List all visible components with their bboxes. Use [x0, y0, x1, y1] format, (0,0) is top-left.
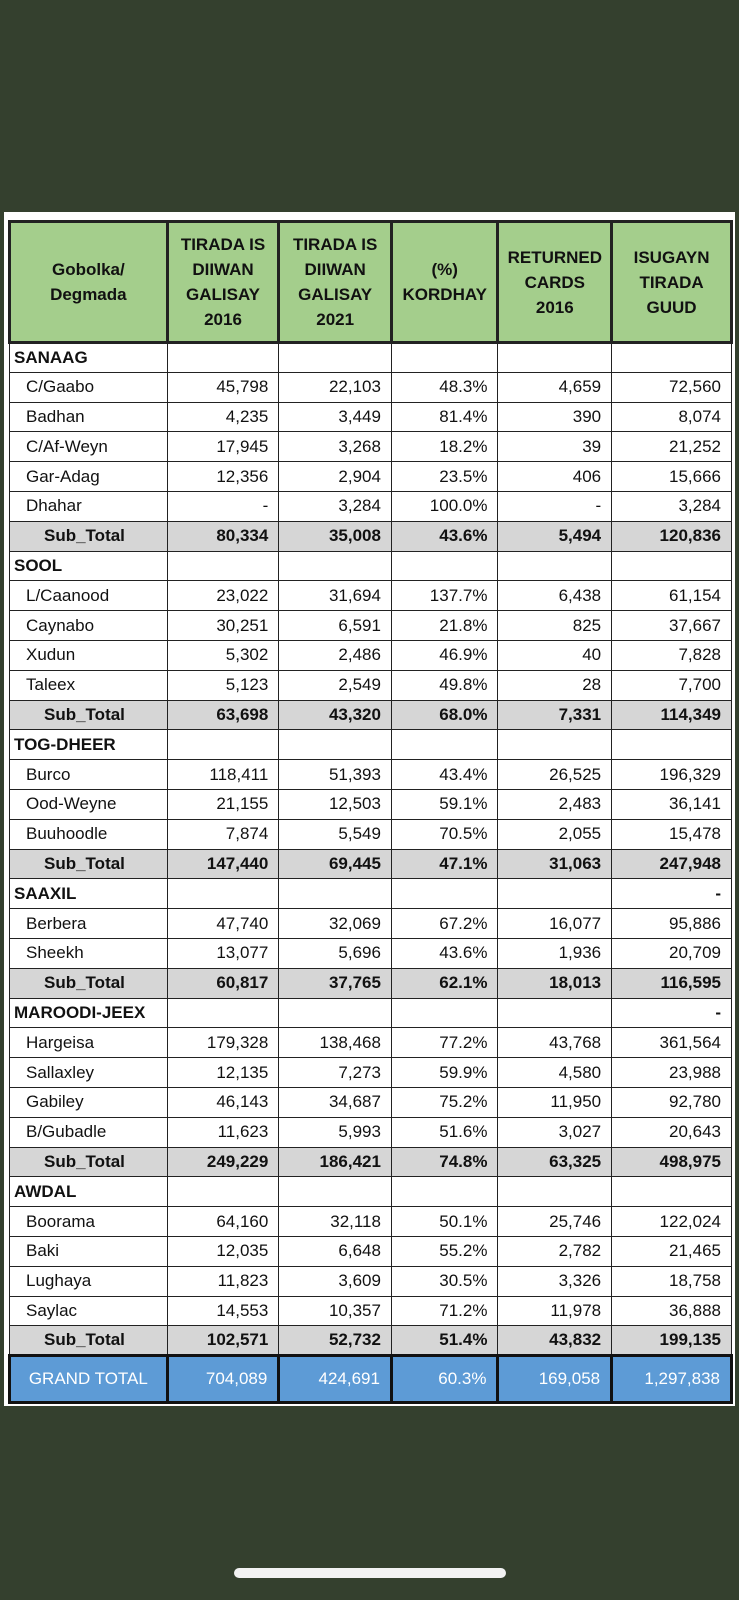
- header-row: [10, 222, 732, 343]
- grand-total-value: 704,089: [167, 1356, 279, 1403]
- value-cell: 138,468: [279, 1028, 392, 1058]
- value-cell: 36,141: [612, 789, 732, 819]
- value-cell: 34,687: [279, 1087, 392, 1117]
- value-cell: 5,123: [167, 670, 279, 700]
- table-row: [10, 1117, 732, 1147]
- spreadsheet-image: [4, 212, 735, 1406]
- value-cell: 11,950: [498, 1087, 612, 1117]
- value-cell: 5,302: [167, 640, 279, 670]
- subtotal-value: 5,494: [498, 521, 612, 551]
- value-cell: 77.2%: [391, 1028, 498, 1058]
- value-cell: 21,252: [612, 432, 732, 462]
- value-cell: 196,329: [612, 760, 732, 790]
- empty-cell: [279, 343, 392, 373]
- value-cell: 32,118: [279, 1207, 392, 1237]
- value-cell: 23,022: [167, 581, 279, 611]
- value-cell: 75.2%: [391, 1087, 498, 1117]
- value-cell: 47,740: [167, 909, 279, 939]
- value-cell: 3,284: [279, 491, 392, 521]
- value-cell: 49.8%: [391, 670, 498, 700]
- empty-cell: [279, 998, 392, 1028]
- value-cell: 18,758: [612, 1266, 732, 1296]
- district-name: Dhahar: [10, 491, 168, 521]
- subtotal-value: 247,948: [612, 849, 732, 879]
- district-name: C/Af-Weyn: [10, 432, 168, 462]
- subtotal-value: 35,008: [279, 521, 392, 551]
- district-name: Gabiley: [10, 1087, 168, 1117]
- empty-cell: [391, 998, 498, 1028]
- value-cell: -: [498, 491, 612, 521]
- subtotal-row: [10, 700, 732, 730]
- value-cell: 179,328: [167, 1028, 279, 1058]
- subtotal-value: 51.4%: [391, 1326, 498, 1356]
- value-cell: 21,155: [167, 789, 279, 819]
- district-name: C/Gaabo: [10, 372, 168, 402]
- subtotal-value: 120,836: [612, 521, 732, 551]
- value-cell: 2,549: [279, 670, 392, 700]
- header-registered-2016: TIRADA IS DIIWAN GALISAY 2016: [167, 222, 279, 343]
- region-header-row: [10, 551, 732, 581]
- grand-total-value: 1,297,838: [612, 1356, 732, 1403]
- value-cell: 100.0%: [391, 491, 498, 521]
- subtotal-value: 249,229: [167, 1147, 279, 1177]
- table-row: [10, 1087, 732, 1117]
- value-cell: 11,978: [498, 1296, 612, 1326]
- region-mark: [612, 551, 732, 581]
- district-name: Lughaya: [10, 1266, 168, 1296]
- value-cell: 17,945: [167, 432, 279, 462]
- grand-total-row: [10, 1356, 732, 1403]
- value-cell: 70.5%: [391, 819, 498, 849]
- subtotal-row: [10, 849, 732, 879]
- value-cell: 31,694: [279, 581, 392, 611]
- value-cell: 71.2%: [391, 1296, 498, 1326]
- table-row: [10, 1028, 732, 1058]
- empty-cell: [498, 730, 612, 760]
- subtotal-value: 498,975: [612, 1147, 732, 1177]
- district-name: Gar-Adag: [10, 462, 168, 492]
- district-name: Buuhoodle: [10, 819, 168, 849]
- subtotal-value: 63,698: [167, 700, 279, 730]
- value-cell: 4,235: [167, 402, 279, 432]
- value-cell: 12,503: [279, 789, 392, 819]
- value-cell: 22,103: [279, 372, 392, 402]
- empty-cell: [391, 879, 498, 909]
- empty-cell: [391, 1177, 498, 1207]
- value-cell: 5,696: [279, 938, 392, 968]
- subtotal-row: [10, 968, 732, 998]
- table-row: [10, 462, 732, 492]
- table-row: [10, 491, 732, 521]
- value-cell: 81.4%: [391, 402, 498, 432]
- empty-cell: [167, 343, 279, 373]
- table-row: [10, 909, 732, 939]
- subtotal-label: Sub_Total: [10, 1326, 168, 1356]
- subtotal-value: 63,325: [498, 1147, 612, 1177]
- subtotal-label: Sub_Total: [10, 700, 168, 730]
- empty-cell: [279, 1177, 392, 1207]
- empty-cell: [279, 551, 392, 581]
- value-cell: 30,251: [167, 611, 279, 641]
- region-name: MAROODI-JEEX: [10, 998, 168, 1028]
- value-cell: 5,993: [279, 1117, 392, 1147]
- value-cell: 15,666: [612, 462, 732, 492]
- value-cell: 43.6%: [391, 938, 498, 968]
- district-name: Ood-Weyne: [10, 789, 168, 819]
- value-cell: 5,549: [279, 819, 392, 849]
- value-cell: 46.9%: [391, 640, 498, 670]
- value-cell: 3,027: [498, 1117, 612, 1147]
- empty-cell: [391, 551, 498, 581]
- table-row: [10, 640, 732, 670]
- value-cell: 95,886: [612, 909, 732, 939]
- value-cell: 23,988: [612, 1058, 732, 1088]
- empty-cell: [391, 343, 498, 373]
- region-mark: [612, 343, 732, 373]
- district-name: Saylac: [10, 1296, 168, 1326]
- value-cell: 11,823: [167, 1266, 279, 1296]
- value-cell: 6,438: [498, 581, 612, 611]
- voter-registration-table: [8, 220, 733, 1404]
- value-cell: 21.8%: [391, 611, 498, 641]
- region-name: SAAXIL: [10, 879, 168, 909]
- table-row: [10, 1058, 732, 1088]
- subtotal-value: 69,445: [279, 849, 392, 879]
- table-row: [10, 670, 732, 700]
- empty-cell: [167, 879, 279, 909]
- table-row: [10, 581, 732, 611]
- subtotal-row: [10, 521, 732, 551]
- table-row: [10, 789, 732, 819]
- subtotal-value: 80,334: [167, 521, 279, 551]
- subtotal-row: [10, 1326, 732, 1356]
- value-cell: 2,055: [498, 819, 612, 849]
- empty-cell: [498, 551, 612, 581]
- subtotal-value: 62.1%: [391, 968, 498, 998]
- empty-cell: [498, 343, 612, 373]
- region-header-row: [10, 879, 732, 909]
- region-header-row: [10, 1177, 732, 1207]
- value-cell: 406: [498, 462, 612, 492]
- subtotal-value: 47.1%: [391, 849, 498, 879]
- value-cell: 23.5%: [391, 462, 498, 492]
- value-cell: 12,035: [167, 1236, 279, 1266]
- value-cell: 2,782: [498, 1236, 612, 1266]
- region-header-row: [10, 730, 732, 760]
- subtotal-value: 102,571: [167, 1326, 279, 1356]
- value-cell: 43,768: [498, 1028, 612, 1058]
- value-cell: 50.1%: [391, 1207, 498, 1237]
- value-cell: 4,580: [498, 1058, 612, 1088]
- value-cell: 20,643: [612, 1117, 732, 1147]
- district-name: B/Gubadle: [10, 1117, 168, 1147]
- subtotal-value: 74.8%: [391, 1147, 498, 1177]
- value-cell: 32,069: [279, 909, 392, 939]
- value-cell: 46,143: [167, 1087, 279, 1117]
- value-cell: 7,273: [279, 1058, 392, 1088]
- value-cell: 18.2%: [391, 432, 498, 462]
- subtotal-value: 199,135: [612, 1326, 732, 1356]
- value-cell: 30.5%: [391, 1266, 498, 1296]
- value-cell: 2,904: [279, 462, 392, 492]
- value-cell: 64,160: [167, 1207, 279, 1237]
- value-cell: 3,449: [279, 402, 392, 432]
- value-cell: 390: [498, 402, 612, 432]
- value-cell: 1,936: [498, 938, 612, 968]
- value-cell: 13,077: [167, 938, 279, 968]
- grand-total-value: 169,058: [498, 1356, 612, 1403]
- value-cell: 825: [498, 611, 612, 641]
- value-cell: 36,888: [612, 1296, 732, 1326]
- value-cell: 45,798: [167, 372, 279, 402]
- table-row: [10, 372, 732, 402]
- subtotal-label: Sub_Total: [10, 849, 168, 879]
- region-name: TOG-DHEER: [10, 730, 168, 760]
- subtotal-value: 18,013: [498, 968, 612, 998]
- value-cell: 59.1%: [391, 789, 498, 819]
- value-cell: 37,667: [612, 611, 732, 641]
- subtotal-row: [10, 1147, 732, 1177]
- value-cell: 51,393: [279, 760, 392, 790]
- value-cell: 2,486: [279, 640, 392, 670]
- value-cell: 72,560: [612, 372, 732, 402]
- value-cell: 43.4%: [391, 760, 498, 790]
- value-cell: 55.2%: [391, 1236, 498, 1266]
- value-cell: 6,591: [279, 611, 392, 641]
- region-mark: -: [612, 998, 732, 1028]
- value-cell: 59.9%: [391, 1058, 498, 1088]
- district-name: L/Caanood: [10, 581, 168, 611]
- empty-cell: [279, 879, 392, 909]
- value-cell: 12,356: [167, 462, 279, 492]
- value-cell: 3,284: [612, 491, 732, 521]
- district-name: Caynabo: [10, 611, 168, 641]
- value-cell: 40: [498, 640, 612, 670]
- region-name: SOOL: [10, 551, 168, 581]
- value-cell: 15,478: [612, 819, 732, 849]
- empty-cell: [167, 730, 279, 760]
- header-registered-2021: TIRADA IS DIIWAN GALISAY 2021: [279, 222, 392, 343]
- table-row: [10, 402, 732, 432]
- region-name: AWDAL: [10, 1177, 168, 1207]
- district-name: Baki: [10, 1236, 168, 1266]
- subtotal-value: 43,832: [498, 1326, 612, 1356]
- value-cell: 3,609: [279, 1266, 392, 1296]
- value-cell: 361,564: [612, 1028, 732, 1058]
- table-body: [10, 343, 732, 1403]
- region-mark: -: [612, 879, 732, 909]
- empty-cell: [498, 998, 612, 1028]
- subtotal-value: 147,440: [167, 849, 279, 879]
- home-indicator[interactable]: [234, 1568, 506, 1578]
- subtotal-value: 31,063: [498, 849, 612, 879]
- value-cell: 6,648: [279, 1236, 392, 1266]
- subtotal-value: 52,732: [279, 1326, 392, 1356]
- region-header-row: [10, 998, 732, 1028]
- subtotal-label: Sub_Total: [10, 1147, 168, 1177]
- district-name: Taleex: [10, 670, 168, 700]
- region-mark: [612, 730, 732, 760]
- value-cell: 11,623: [167, 1117, 279, 1147]
- value-cell: 25,746: [498, 1207, 612, 1237]
- subtotal-value: 186,421: [279, 1147, 392, 1177]
- subtotal-value: 43,320: [279, 700, 392, 730]
- district-name: Burco: [10, 760, 168, 790]
- subtotal-value: 60,817: [167, 968, 279, 998]
- value-cell: 20,709: [612, 938, 732, 968]
- subtotal-value: 7,331: [498, 700, 612, 730]
- table-row: [10, 1296, 732, 1326]
- value-cell: 122,024: [612, 1207, 732, 1237]
- district-name: Sallaxley: [10, 1058, 168, 1088]
- value-cell: 61,154: [612, 581, 732, 611]
- header-gobolka: Gobolka/ Degmada: [10, 222, 168, 343]
- value-cell: 3,268: [279, 432, 392, 462]
- value-cell: 28: [498, 670, 612, 700]
- grand-total-value: 60.3%: [391, 1356, 498, 1403]
- value-cell: 16,077: [498, 909, 612, 939]
- value-cell: 2,483: [498, 789, 612, 819]
- subtotal-value: 37,765: [279, 968, 392, 998]
- table-row: [10, 432, 732, 462]
- grand-total-value: 424,691: [279, 1356, 392, 1403]
- subtotal-value: 68.0%: [391, 700, 498, 730]
- header-percent-increase: (%) KORDHAY: [391, 222, 498, 343]
- subtotal-value: 43.6%: [391, 521, 498, 551]
- value-cell: 67.2%: [391, 909, 498, 939]
- table-row: [10, 611, 732, 641]
- empty-cell: [391, 730, 498, 760]
- table-row: [10, 938, 732, 968]
- value-cell: 137.7%: [391, 581, 498, 611]
- value-cell: 8,074: [612, 402, 732, 432]
- table-row: [10, 1236, 732, 1266]
- subtotal-value: 116,595: [612, 968, 732, 998]
- value-cell: 7,700: [612, 670, 732, 700]
- value-cell: -: [167, 491, 279, 521]
- value-cell: 48.3%: [391, 372, 498, 402]
- subtotal-label: Sub_Total: [10, 968, 168, 998]
- region-name: SANAAG: [10, 343, 168, 373]
- value-cell: 4,659: [498, 372, 612, 402]
- district-name: Badhan: [10, 402, 168, 432]
- value-cell: 14,553: [167, 1296, 279, 1326]
- value-cell: 10,357: [279, 1296, 392, 1326]
- region-header-row: [10, 343, 732, 373]
- district-name: Xudun: [10, 640, 168, 670]
- district-name: Hargeisa: [10, 1028, 168, 1058]
- empty-cell: [167, 551, 279, 581]
- value-cell: 7,874: [167, 819, 279, 849]
- value-cell: 39: [498, 432, 612, 462]
- table-row: [10, 760, 732, 790]
- subtotal-label: Sub_Total: [10, 521, 168, 551]
- empty-cell: [498, 879, 612, 909]
- grand-total-label: GRAND TOTAL: [10, 1356, 168, 1403]
- table-row: [10, 819, 732, 849]
- header-returned-cards: RETURNED CARDS 2016: [498, 222, 612, 343]
- empty-cell: [279, 730, 392, 760]
- district-name: Boorama: [10, 1207, 168, 1237]
- value-cell: 26,525: [498, 760, 612, 790]
- value-cell: 21,465: [612, 1236, 732, 1266]
- district-name: Sheekh: [10, 938, 168, 968]
- region-mark: [612, 1177, 732, 1207]
- district-name: Berbera: [10, 909, 168, 939]
- table-row: [10, 1207, 732, 1237]
- value-cell: 92,780: [612, 1087, 732, 1117]
- value-cell: 12,135: [167, 1058, 279, 1088]
- value-cell: 3,326: [498, 1266, 612, 1296]
- header-total: ISUGAYN TIRADA GUUD: [612, 222, 732, 343]
- value-cell: 7,828: [612, 640, 732, 670]
- value-cell: 118,411: [167, 760, 279, 790]
- empty-cell: [167, 1177, 279, 1207]
- empty-cell: [498, 1177, 612, 1207]
- value-cell: 51.6%: [391, 1117, 498, 1147]
- empty-cell: [167, 998, 279, 1028]
- subtotal-value: 114,349: [612, 700, 732, 730]
- table-row: [10, 1266, 732, 1296]
